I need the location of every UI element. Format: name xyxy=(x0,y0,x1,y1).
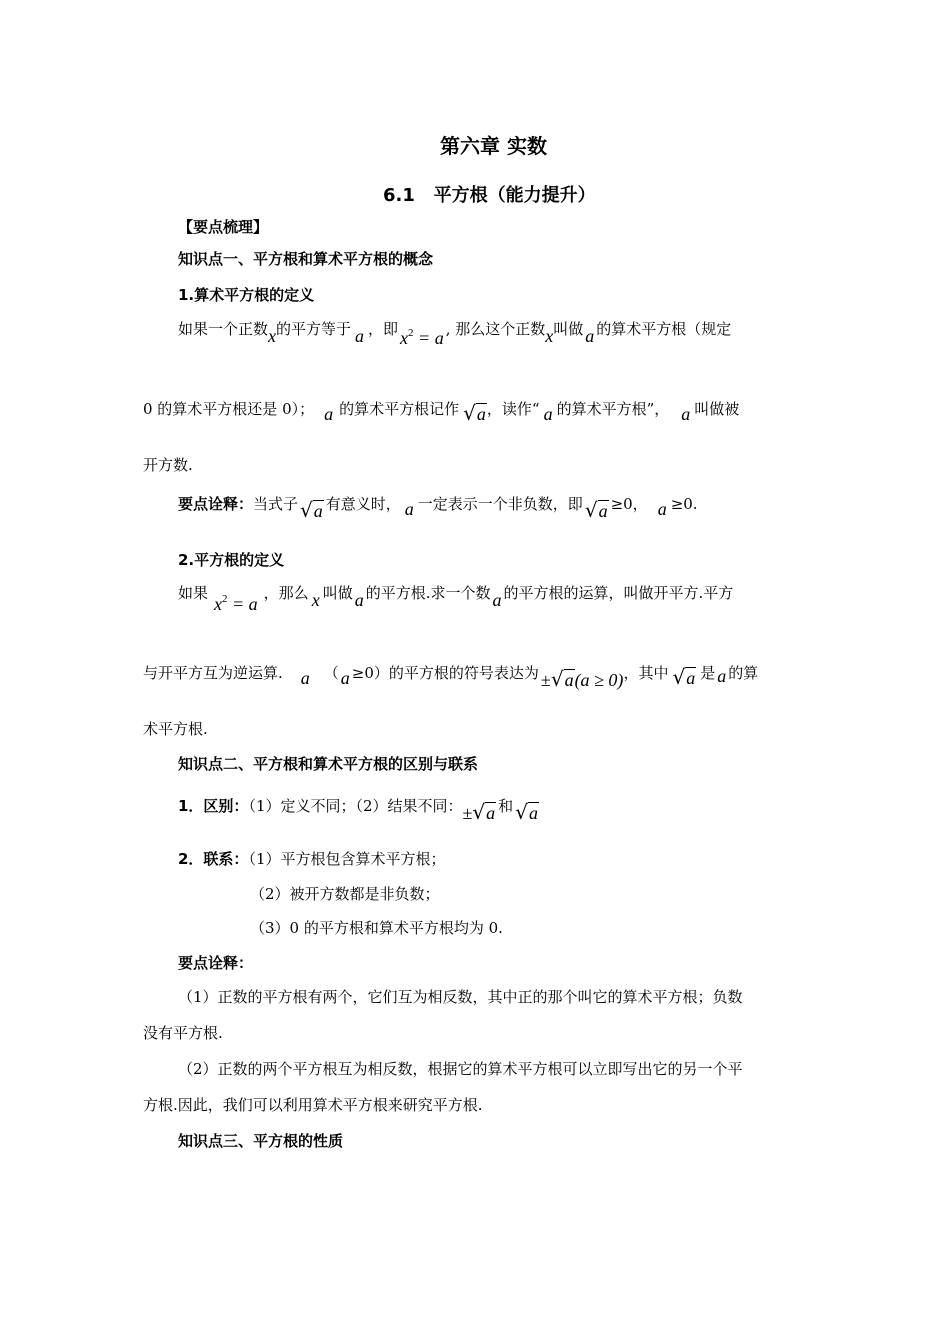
sqrt-a: √a xyxy=(672,665,696,689)
k2-title: 知识点二、平方根和算术平方根的区别与联系 xyxy=(178,755,479,773)
text: 的算术平方根（规定 xyxy=(596,320,732,338)
math-a: a xyxy=(681,404,691,424)
sqrt-a: √a xyxy=(300,498,323,522)
chapter-title: 第六章 实数 xyxy=(440,134,547,158)
text: 当式子 xyxy=(253,495,299,513)
k1-sub2: 2.平方根的定义 xyxy=(178,551,285,569)
text: 和 xyxy=(498,797,514,815)
text: 的算术平方根记作 xyxy=(339,400,460,418)
math-a: a xyxy=(717,666,727,686)
text: 如果 xyxy=(178,584,209,602)
sqrt-a: √a xyxy=(515,800,538,824)
k2-rel-3: （3）0 的平方根和算术平方根均为 0. xyxy=(250,919,503,937)
math-a: a xyxy=(585,326,595,346)
math-x: x xyxy=(311,590,320,610)
k1-note xyxy=(178,490,698,522)
text: 0 的算术平方根还是 0）； xyxy=(143,400,315,418)
text: 如果一个正数 xyxy=(178,320,269,338)
equation-x2-eq-a: $x^2 = a$ xyxy=(400,327,444,348)
text: 一定表示一个非负数，即 xyxy=(417,495,583,513)
k2-note1-a: （1）正数的平方根有两个，它们互为相反数，其中正的那个叫它的算术平方根；负数 xyxy=(178,988,743,1006)
text: ≥0， xyxy=(610,495,648,513)
k2-diff xyxy=(178,792,539,824)
math-a: a xyxy=(492,590,502,610)
text: 与开平方互为逆运算. xyxy=(143,664,283,682)
math-a: a xyxy=(355,326,365,346)
pm-sqrt-a-cond: ±√a(a ≥ 0) xyxy=(540,667,624,691)
text: ，那么 xyxy=(263,584,309,602)
k1-sub1: 1.算术平方根的定义 xyxy=(178,286,315,304)
text: ，其中 xyxy=(623,664,669,682)
math-a: a xyxy=(404,499,414,519)
note-label: 要点诠释： xyxy=(178,495,254,513)
k2-note2-a: （2）正数的两个平方根互为相反数，根据它的算术平方根可以立即写出它的另一个平 xyxy=(178,1060,743,1078)
k1-title: 知识点一、平方根和算术平方根的概念 xyxy=(178,250,434,268)
text: 的平方根的运算，叫做开平方.平方 xyxy=(503,584,734,602)
math-a: a xyxy=(324,404,334,424)
text: （ xyxy=(323,664,339,682)
text: 叫做被 xyxy=(694,400,740,418)
sqrt-a: √a xyxy=(463,401,486,425)
text: 有意义时， xyxy=(325,495,401,513)
points-header: 【要点梳理】 xyxy=(178,218,269,236)
math-a: a xyxy=(543,404,553,424)
section-title: 6.1 平方根（能力提升） xyxy=(383,185,596,206)
text: 的算 xyxy=(728,664,759,682)
equation-x2-eq-a: $x^2 = a$ xyxy=(214,593,258,614)
text: 的平方根.求一个数 xyxy=(365,584,491,602)
text: （1）定义不同；（2）结果不同： xyxy=(248,797,463,815)
rel-label: 2．联系： xyxy=(178,850,249,868)
k2-rel-2: （2）被开方数都是非负数； xyxy=(250,885,440,903)
math-x: x xyxy=(268,326,277,346)
k1-s2-line2 xyxy=(143,659,759,691)
math-a: a xyxy=(300,668,310,688)
k1-s2-line1 xyxy=(178,582,734,614)
text: （1）平方根包含算术平方根； xyxy=(248,850,446,868)
k3-title: 知识点三、平方根的性质 xyxy=(178,1132,344,1150)
diff-label: 1．区别： xyxy=(178,797,249,815)
k2-note2-b: 方根.因此，我们可以利用算术平方根来研究平方根. xyxy=(143,1096,483,1114)
k1-line1 xyxy=(178,318,732,348)
k1-s2-line3: 术平方根. xyxy=(143,720,208,738)
pm-sqrt-a: ±√a xyxy=(462,800,496,824)
text: 叫做 xyxy=(553,320,584,338)
text: 的算术平方根”， xyxy=(556,400,670,418)
text: ，读作“ xyxy=(486,400,540,418)
text: 的平方等于 xyxy=(276,320,352,338)
math-a: a xyxy=(657,499,667,519)
text: ，即 xyxy=(368,320,399,338)
math-a: a xyxy=(340,668,350,688)
k1-line2 xyxy=(143,395,740,425)
k1-line3: 开方数. xyxy=(143,456,193,474)
text: 是 xyxy=(700,664,716,682)
text: ≥0）的平方根的符号表达为 xyxy=(351,664,539,682)
text: ≥0. xyxy=(670,495,698,513)
math-a: a xyxy=(354,590,364,610)
sqrt-a: √a xyxy=(584,498,608,522)
text: 叫做 xyxy=(322,584,353,602)
math-x: x xyxy=(545,326,554,346)
k2-note1-b: 没有平方根. xyxy=(143,1024,223,1042)
k2-note-label: 要点诠释： xyxy=(178,954,254,972)
k2-rel xyxy=(178,848,445,869)
text: , 那么这个正数 xyxy=(445,320,546,338)
